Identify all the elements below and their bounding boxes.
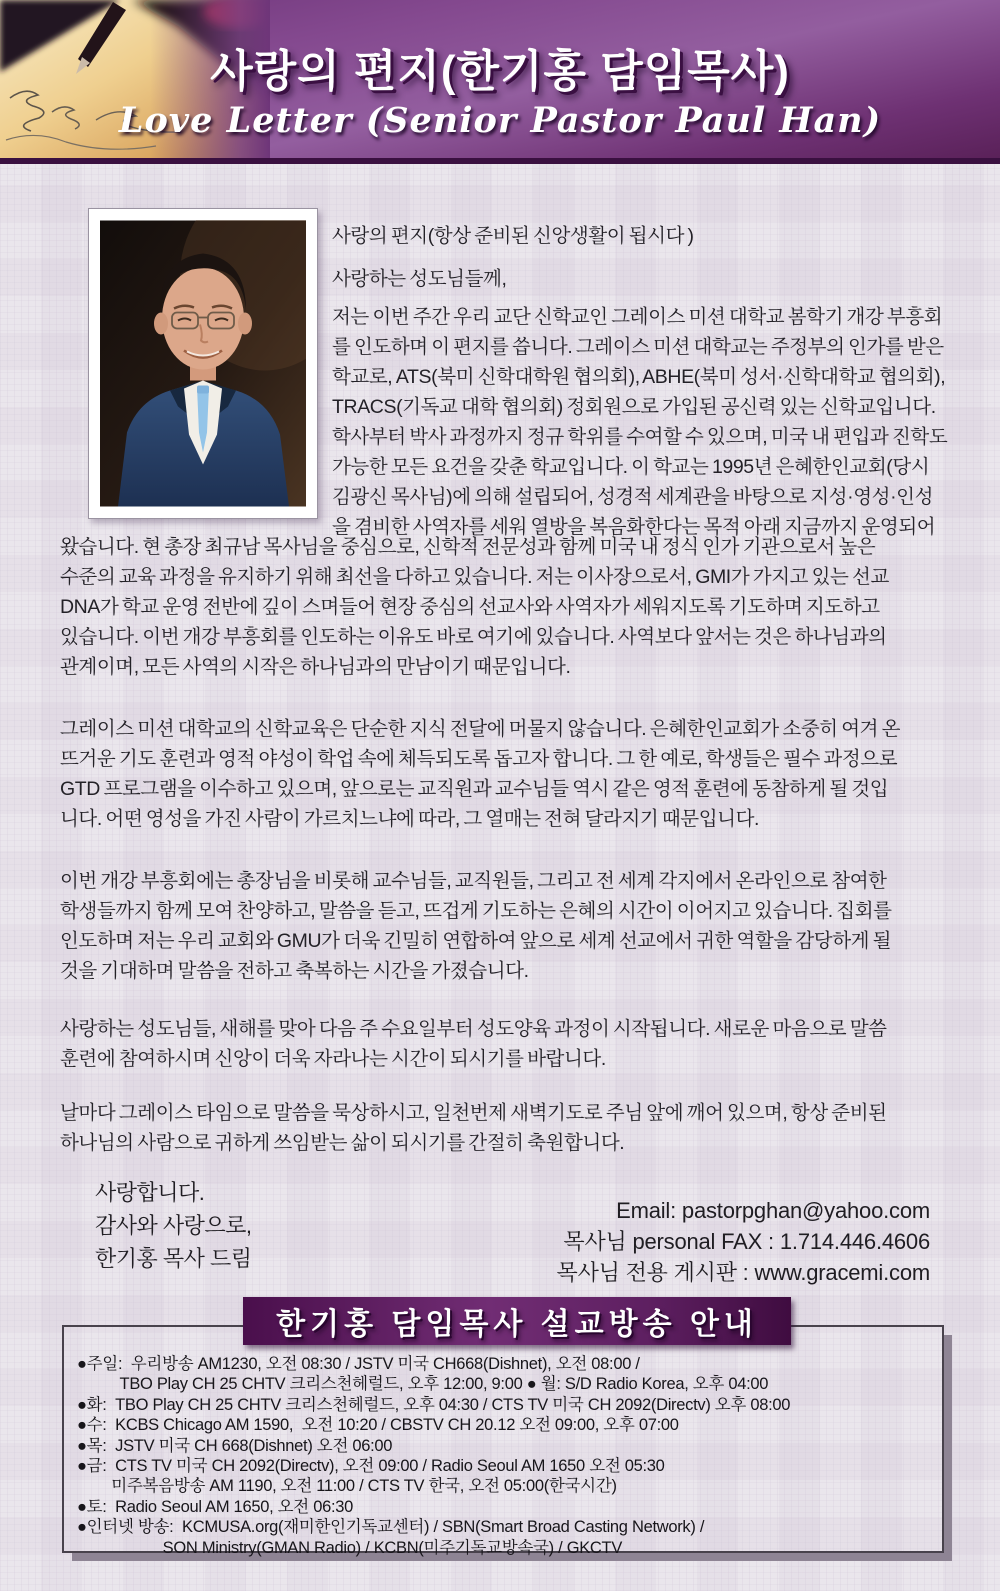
- signature-block: [95, 1176, 252, 1275]
- schedule-line-thursday: ●목: JSTV 미국 CH 668(Dishnet) 오전 06:00: [77, 1436, 393, 1455]
- letter-paragraph-5: 날마다 그레이스 타임으로 말씀을 묵상하시고, 일천번제 새벽기도로 주님 앞에 깨어 있으며, 항상 준비된 하나님의 사람으로 귀하게 쓰임받는 삶이 되시기를 간절히 축원합니다.: [60, 1102, 887, 1154]
- schedule-line-saturday: ●토: Radio Seoul AM 1650, 오전 06:30: [77, 1497, 353, 1516]
- broadcast-schedule-box: [62, 1325, 944, 1557]
- letter-paragraph-1-continued: 왔습니다. 현 총장 최규남 목사님을 중심으로, 신학적 전문성과 함께 미국 내 정식 인가 기관으로서 높은 수준의 교육 과정을 유지하기 위해 최선을 다하고 있습니다. 저는 이사장으로서, GMI가 가지고 있는 선교 DNA가 학교 운영 전반에 깊이 스며들어 현장 중심의 선교사와 사역자가 세워지도록 기도하며 지도하고 있습니다. 이번 개강 부흥회를 인도하는 이유도 바로 여기에 있습니다. 사역보다 앞서는 것은 하나님과의 관계이며, 모든 사역의 시작은 하나님과의 만남이기 때문입니다.: [60, 536, 889, 678]
- header-titles: [0, 48, 1000, 141]
- letter-paragraph-1-beside-photo: 저는 이번 주간 우리 교단 신학교인 그레이스 미션 대학교 봄학기 개강 부흥회 를 인도하며 이 편지를 씁니다. 그레이스 미션 대학교는 주정부의 인가를 받은 학교로, ATS(북미 신학대학원 협의회), ABHE(북미 성서·신학대학교 협의회), TRACS(기독교 대학 협의회) 정회원으로 가입된 공신력 있는 신학교입니다. 학사부터 박사 과정까지 정규 학위를 수여할 수 있으며, 미국 내 편입과 진학도 가능한 모든 요건을 갖춘 학교입니다. 이 학교는 1995년 은혜한인교회(당시 김광신 목사님)에 의해 설립되어, 성경적 세계관을 바탕으로 지성·영성·인성 을 겸비한 사역자를 세워 열방을 복음화한다는 목적 아래 지금까지 운영되어: [332, 306, 948, 538]
- pastor-portrait-photo: [100, 220, 306, 507]
- letter-paragraph-4: 사랑하는 성도님들, 새해를 맞아 다음 주 수요일부터 성도양육 과정이 시작됩니다. 새로운 마음으로 말씀 훈련에 참여하시며 신앙이 더욱 자라나는 시간이 되시기를 바랍니다.: [60, 1018, 887, 1070]
- page-subtitle: Love Letter (Senior Pastor Paul Han): [118, 100, 882, 142]
- contact-email: Email: pastorpghan@yahoo.com: [616, 1198, 930, 1223]
- broadcast-banner-title: 한기홍 담임목사 설교방송 안내: [276, 1308, 758, 1341]
- contact-board: 목사님 전용 게시판 : www.gracemi.com: [556, 1260, 930, 1285]
- signature-line-name: 한기홍 목사 드림: [95, 1246, 252, 1271]
- letter-main-block: [60, 532, 952, 1158]
- header-bottom-rule: [0, 158, 1000, 164]
- schedule-line-friday: ●금: CTS TV 미국 CH 2092(Directv), 오전 09:00 / Radio Seoul AM 1650 오전 05:30: [77, 1457, 665, 1476]
- letter-subject: 사랑의 편지(항상 준비된 신앙생활이 됩시다 ): [332, 225, 694, 247]
- pastor-photo-frame: [88, 208, 318, 519]
- letter-paragraph-2: 그레이스 미션 대학교의 신학교육은 단순한 지식 전달에 머물지 않습니다. 은혜한인교회가 소중히 여겨 온 뜨거운 기도 훈련과 영적 야성이 학업 속에 체득되도록 돕고자 합니다. 그 한 예로, 학생들은 필수 과정으로 GTD 프로그램을 이수하고 있으며, 앞으로는 교직원과 교수님들 역시 같은 영적 훈련에 동참하게 될 것입 니다. 어떤 영성을 가진 사람이 가르치느냐에 따라, 그 열매는 전혀 달라지기 때문입니다.: [60, 718, 901, 830]
- broadcast-banner: [243, 1297, 791, 1345]
- header-banner: [0, 0, 1000, 158]
- schedule-line-sunday-cont-monday: TBO Play CH 25 CHTV 크리스천헤럴드, 오후 12:00, 9:00 ● 월: S/D Radio Korea, 오후 04:00: [77, 1375, 769, 1394]
- signature-line-thanks: 감사와 사랑으로,: [95, 1213, 252, 1238]
- signature-line-love: 사랑합니다.: [95, 1180, 205, 1205]
- schedule-line-wednesday: ●수: KCBS Chicago AM 1590, 오전 10:20 / CBSTV CH 20.12 오전 09:00, 오후 07:00: [77, 1416, 679, 1435]
- contact-block: [557, 1195, 930, 1288]
- page-title: 사랑의 편지(한기홍 담임목사): [210, 47, 790, 96]
- contact-fax: 목사님 personal FAX : 1.714.446.4606: [563, 1229, 930, 1254]
- schedule-line-friday-cont: 미주복음방송 AM 1190, 오전 11:00 / CTS TV 한국, 오전 05:00(한국시간): [77, 1477, 617, 1496]
- schedule-line-internet-cont: SON Ministry(GMAN Radio) / KCBN(미주기독교방속국) / GKCTV: [77, 1538, 623, 1557]
- letter-paragraph-3: 이번 개강 부흥회에는 총장님을 비롯해 교수님들, 교직원들, 그리고 전 세계 각지에서 온라인으로 참여한 학생들까지 함께 모여 찬양하고, 말씀을 듣고, 뜨겁게 기도하는 은혜의 시간이 이어지고 있습니다. 집회를 인도하며 저는 우리 교회와 GMU가 더욱 긴밀히 연합하여 앞으로 세계 선교에서 귀한 역할을 감당하게 될 것을 기대하며 말씀을 전하고 축복하는 시간을 가졌습니다.: [60, 870, 892, 982]
- letter-salutation: 사랑하는 성도님들께,: [332, 268, 507, 290]
- schedule-line-internet: ●인터넷 방송: KCMUSA.org(재미한인기독교센터) / SBN(Smart Broad Casting Network) /: [77, 1518, 705, 1537]
- schedule-line-sunday: ●주일: 우리방송 AM1230, 오전 08:30 / JSTV 미국 CH668(Dishnet), 오전 08:00 /: [77, 1355, 640, 1373]
- letter-intro-block: [332, 221, 952, 542]
- schedule-line-tuesday: ●화: TBO Play CH 25 CHTV 크리스천헤럴드, 오후 04:30 / CTS TV 미국 CH 2092(Directv) 오후 08:00: [77, 1395, 791, 1414]
